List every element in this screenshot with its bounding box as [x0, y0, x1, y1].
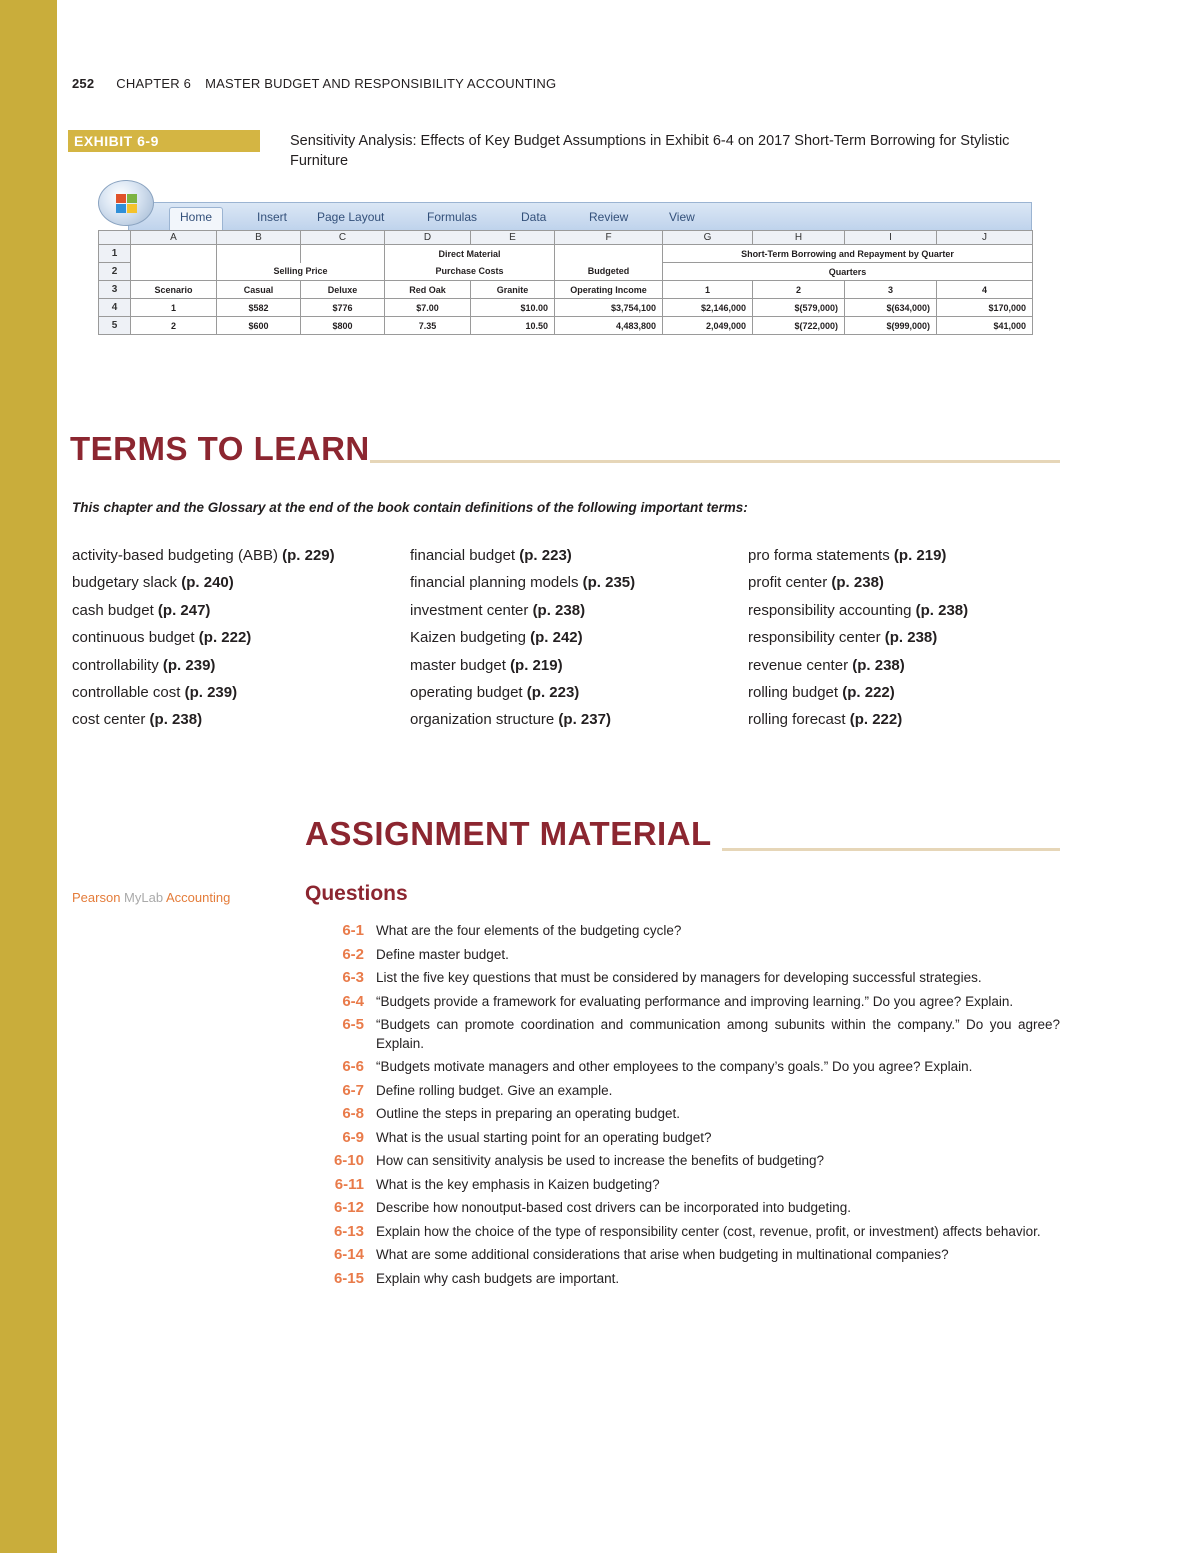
- terms-column-2: [410, 542, 635, 734]
- question-text: “Budgets motivate managers and other employees to the company’s goals.” Do you agree? Explain.: [376, 1059, 973, 1074]
- term-item: [72, 679, 335, 706]
- question-item: [310, 1176, 1060, 1195]
- table-row: [99, 263, 1033, 281]
- column-header[interactable]: F: [555, 231, 663, 245]
- term-item: [72, 624, 335, 651]
- term-page: (p. 223): [519, 547, 572, 564]
- term: pro forma statements: [748, 547, 890, 564]
- cell[interactable]: 2,049,000: [663, 317, 753, 335]
- cell-short-term-heading[interactable]: Short-Term Borrowing and Repayment by Quarter: [663, 245, 1033, 263]
- tab-home[interactable]: Home: [169, 207, 223, 231]
- term-page: (p. 238): [149, 711, 203, 729]
- term-page: (p. 242): [530, 629, 583, 647]
- term: operating budget: [410, 684, 523, 702]
- cell[interactable]: $(634,000): [845, 299, 937, 317]
- term: master budget: [410, 656, 506, 674]
- term-item: [72, 652, 335, 679]
- tab-formulas[interactable]: Formulas: [427, 210, 478, 224]
- office-button[interactable]: [98, 180, 154, 226]
- question-number: 6-1: [342, 922, 364, 939]
- questions-heading: Questions: [305, 882, 408, 905]
- question-text: Define master budget.: [376, 946, 509, 962]
- term-page: (p. 235): [582, 574, 636, 592]
- cell[interactable]: $(722,000): [753, 317, 845, 335]
- cell-operating-income[interactable]: Operating Income: [555, 281, 663, 299]
- tab-review[interactable]: Review: [589, 210, 629, 224]
- row-header[interactable]: 5: [99, 317, 131, 335]
- chapter-label: CHAPTER 6: [116, 76, 192, 91]
- term-page: (p. 239): [184, 684, 238, 702]
- term-item: [748, 542, 968, 569]
- term-item: [410, 679, 635, 706]
- question-text: Explain how the choice of the type of responsibility center (cost, revenue, profit, or investment) affects behavior.: [376, 1223, 1041, 1239]
- term-item: [410, 542, 635, 569]
- term-page: (p. 240): [181, 574, 234, 592]
- cell[interactable]: $582: [217, 299, 301, 317]
- cell-deluxe[interactable]: Deluxe: [301, 281, 385, 299]
- term: cash budget: [72, 601, 154, 619]
- question-item: [310, 1246, 1060, 1265]
- question-text: Explain why cash budgets are important.: [376, 1270, 620, 1286]
- term-item: [410, 652, 635, 679]
- question-text: What are some additional considerations that arise when budgeting in multinational companies?: [376, 1247, 949, 1262]
- mylab-lab: MyLab: [124, 890, 164, 905]
- page-number: 252: [72, 76, 95, 91]
- term-page: (p. 222): [842, 684, 895, 702]
- term: investment center: [410, 601, 529, 619]
- page-edge-bar: [0, 0, 57, 1553]
- cell[interactable]: $41,000: [937, 317, 1033, 335]
- cell-budgeted[interactable]: Budgeted: [555, 263, 663, 281]
- terms-column-1: [72, 542, 335, 734]
- question-text: Outline the steps in preparing an operating budget.: [376, 1106, 680, 1121]
- term: rolling budget: [748, 684, 839, 702]
- row-header[interactable]: 1: [99, 245, 131, 263]
- term-page: (p. 238): [852, 656, 905, 674]
- cell[interactable]: $776: [301, 299, 385, 317]
- cell[interactable]: 1: [131, 299, 217, 317]
- question-number: 6-10: [333, 1152, 364, 1169]
- column-header[interactable]: J: [937, 231, 1033, 245]
- question-number: 6-7: [342, 1081, 364, 1099]
- term-item: [748, 597, 968, 624]
- term-page: (p. 219): [893, 547, 947, 564]
- question-text: “Budgets can promote coordination and communication among subunits within the company.” Do you agree? Explain.: [376, 1017, 1060, 1051]
- cell[interactable]: $(999,000): [845, 317, 937, 335]
- term-page: (p. 222): [198, 629, 252, 647]
- column-header[interactable]: B: [217, 231, 301, 245]
- table-row: [99, 245, 1033, 263]
- row-header[interactable]: 2: [99, 263, 131, 281]
- question-number: 6-5: [342, 1016, 364, 1033]
- term-item: [72, 706, 335, 733]
- mylab-product: Accounting: [165, 890, 231, 905]
- term-page: (p. 239): [162, 656, 216, 674]
- column-header[interactable]: D: [385, 231, 471, 245]
- term-item: [748, 569, 968, 596]
- exhibit-label: EXHIBIT 6-9: [68, 130, 260, 152]
- cell-quarter-1[interactable]: 1: [663, 281, 753, 299]
- cell[interactable]: $600: [217, 317, 301, 335]
- row-header[interactable]: 3: [99, 281, 131, 299]
- question-text: What is the usual starting point for an operating budget?: [376, 1129, 712, 1145]
- term: profit center: [748, 574, 828, 592]
- question-item: [310, 1223, 1060, 1242]
- terms-heading-rule: [370, 460, 1060, 463]
- cell-quarter-3[interactable]: 3: [845, 281, 937, 299]
- cell-quarters[interactable]: Quarters: [663, 263, 1033, 281]
- cell[interactable]: 4,483,800: [555, 317, 663, 335]
- question-item: [310, 1105, 1060, 1124]
- mylab-logo: [72, 890, 230, 905]
- term-item: [72, 597, 335, 624]
- question-item: [310, 1270, 1060, 1289]
- question-item: [310, 1058, 1060, 1077]
- term: activity-based budgeting (ABB): [72, 547, 278, 564]
- cell[interactable]: $10.00: [471, 299, 555, 317]
- term-item: [748, 652, 968, 679]
- table-row: [99, 299, 1033, 317]
- term-item: [410, 569, 635, 596]
- assignment-heading: ASSIGNMENT MATERIAL: [305, 815, 712, 852]
- cell-casual[interactable]: Casual: [217, 281, 301, 299]
- question-item: [310, 1129, 1060, 1148]
- question-text: What are the four elements of the budgeting cycle?: [376, 923, 682, 938]
- terms-intro: This chapter and the Glossary at the end of the book contain definitions of the following important terms:: [72, 500, 748, 515]
- question-number: 6-8: [342, 1105, 364, 1122]
- cell[interactable]: [217, 245, 301, 263]
- question-number: 6-14: [333, 1246, 364, 1263]
- column-header[interactable]: G: [663, 231, 753, 245]
- question-item: [310, 1152, 1060, 1171]
- term: responsibility center: [748, 629, 881, 647]
- cell-purchase-costs[interactable]: Purchase Costs: [385, 263, 555, 281]
- tab-data[interactable]: Data: [521, 210, 547, 224]
- term-page: (p. 237): [558, 711, 611, 729]
- term: controllable cost: [72, 684, 181, 702]
- term: rolling forecast: [748, 711, 846, 729]
- question-text: How can sensitivity analysis be used to increase the benefits of budgeting?: [376, 1153, 825, 1168]
- term: continuous budget: [72, 629, 195, 647]
- terms-heading: TERMS TO LEARN: [70, 430, 370, 467]
- cell[interactable]: [131, 245, 217, 263]
- cell[interactable]: $3,754,100: [555, 299, 663, 317]
- tab-page-layout[interactable]: Page Layout: [317, 210, 385, 224]
- term-item: [410, 597, 635, 624]
- column-header[interactable]: H: [753, 231, 845, 245]
- column-header-row: [99, 231, 1033, 245]
- question-text: Describe how nonoutput-based cost drivers can be incorporated into budgeting.: [376, 1200, 852, 1215]
- terms-column-3: [748, 542, 968, 734]
- cell[interactable]: $170,000: [937, 299, 1033, 317]
- spreadsheet-grid: [98, 230, 1033, 335]
- term-item: [410, 624, 635, 651]
- question-number: 6-11: [334, 1175, 364, 1193]
- term-item: [748, 706, 968, 733]
- column-header[interactable]: E: [471, 231, 555, 245]
- question-number: 6-4: [342, 992, 364, 1010]
- term-page: (p. 223): [526, 684, 580, 702]
- cell-direct-material[interactable]: Direct Material: [385, 245, 555, 263]
- spreadsheet-exhibit: [98, 180, 1032, 352]
- term-page: (p. 238): [831, 574, 884, 592]
- question-item: [310, 922, 1060, 941]
- question-number: 6-15: [333, 1269, 364, 1287]
- term-item: [748, 624, 968, 651]
- term: cost center: [72, 711, 146, 729]
- term: financial planning models: [410, 574, 579, 592]
- mylab-brand: Pearson: [72, 890, 121, 905]
- question-number: 6-2: [342, 945, 364, 963]
- column-header[interactable]: I: [845, 231, 937, 245]
- term-item: [72, 542, 335, 569]
- term-item: [72, 569, 335, 596]
- ribbon-tabs: [128, 202, 1032, 230]
- running-head: [72, 76, 556, 91]
- question-text: What is the key emphasis in Kaizen budgeting?: [376, 1176, 660, 1192]
- term-page: (p. 238): [532, 601, 586, 619]
- assignment-heading-rule: [722, 848, 1060, 851]
- question-item: [310, 993, 1060, 1012]
- cell[interactable]: 7.35: [385, 317, 471, 335]
- question-item: [310, 946, 1060, 965]
- question-number: 6-12: [333, 1199, 364, 1216]
- term: Kaizen budgeting: [410, 629, 526, 647]
- cell-granite[interactable]: Granite: [471, 281, 555, 299]
- term-page: (p. 238): [884, 629, 938, 647]
- cell[interactable]: 10.50: [471, 317, 555, 335]
- column-header[interactable]: C: [301, 231, 385, 245]
- cell[interactable]: $2,146,000: [663, 299, 753, 317]
- term: financial budget: [410, 547, 516, 564]
- tab-insert[interactable]: Insert: [257, 210, 288, 224]
- term: budgetary slack: [72, 574, 178, 592]
- table-row: [99, 281, 1033, 299]
- table-row: [99, 317, 1033, 335]
- question-number: 6-9: [342, 1128, 364, 1146]
- cell-quarter-4[interactable]: 4: [937, 281, 1033, 299]
- cell[interactable]: [131, 263, 217, 281]
- cell[interactable]: $(579,000): [753, 299, 845, 317]
- cell[interactable]: [301, 245, 385, 263]
- question-item: [310, 1082, 1060, 1101]
- term-page: (p. 222): [849, 711, 903, 729]
- column-header[interactable]: A: [131, 231, 217, 245]
- cell-red-oak[interactable]: Red Oak: [385, 281, 471, 299]
- select-all-corner[interactable]: [99, 231, 131, 245]
- question-number: 6-6: [342, 1058, 364, 1075]
- term: responsibility accounting: [748, 601, 912, 619]
- cell[interactable]: 2: [131, 317, 217, 335]
- cell[interactable]: [555, 245, 663, 263]
- exhibit-caption: Sensitivity Analysis: Effects of Key Budget Assumptions in Exhibit 6-4 on 2017 Short-Term Borrowing for Stylistic Furniture: [290, 133, 1010, 169]
- term: organization structure: [410, 711, 555, 729]
- question-item: [310, 1016, 1060, 1053]
- question-number: 6-3: [342, 969, 364, 986]
- question-text: List the five key questions that must be considered by managers for developing successful strategies.: [376, 970, 982, 985]
- question-item: [310, 1199, 1060, 1218]
- cell[interactable]: $800: [301, 317, 385, 335]
- row-header[interactable]: 4: [99, 299, 131, 317]
- cell[interactable]: $7.00: [385, 299, 471, 317]
- cell-selling-price[interactable]: Selling Price: [217, 263, 385, 281]
- term-page: (p. 238): [915, 601, 969, 619]
- question-text: Define rolling budget. Give an example.: [376, 1082, 613, 1098]
- question-number: 6-13: [333, 1222, 364, 1240]
- office-logo-icon: [116, 194, 138, 214]
- term-page: (p. 229): [282, 547, 335, 564]
- cell-scenario[interactable]: Scenario: [131, 281, 217, 299]
- tab-view[interactable]: View: [669, 210, 695, 224]
- term-item: [748, 679, 968, 706]
- term: revenue center: [748, 656, 849, 674]
- term-page: (p. 219): [510, 656, 563, 674]
- term: controllability: [72, 656, 159, 674]
- question-item: [310, 969, 1060, 988]
- questions-list: [310, 922, 1060, 1293]
- question-text: “Budgets provide a framework for evaluating performance and improving learning.” Do you agree? Explain.: [376, 993, 1014, 1009]
- term-item: [410, 706, 635, 733]
- cell-quarter-2[interactable]: 2: [753, 281, 845, 299]
- chapter-title: MASTER BUDGET AND RESPONSIBILITY ACCOUNTING: [205, 76, 557, 91]
- term-page: (p. 247): [157, 601, 211, 619]
